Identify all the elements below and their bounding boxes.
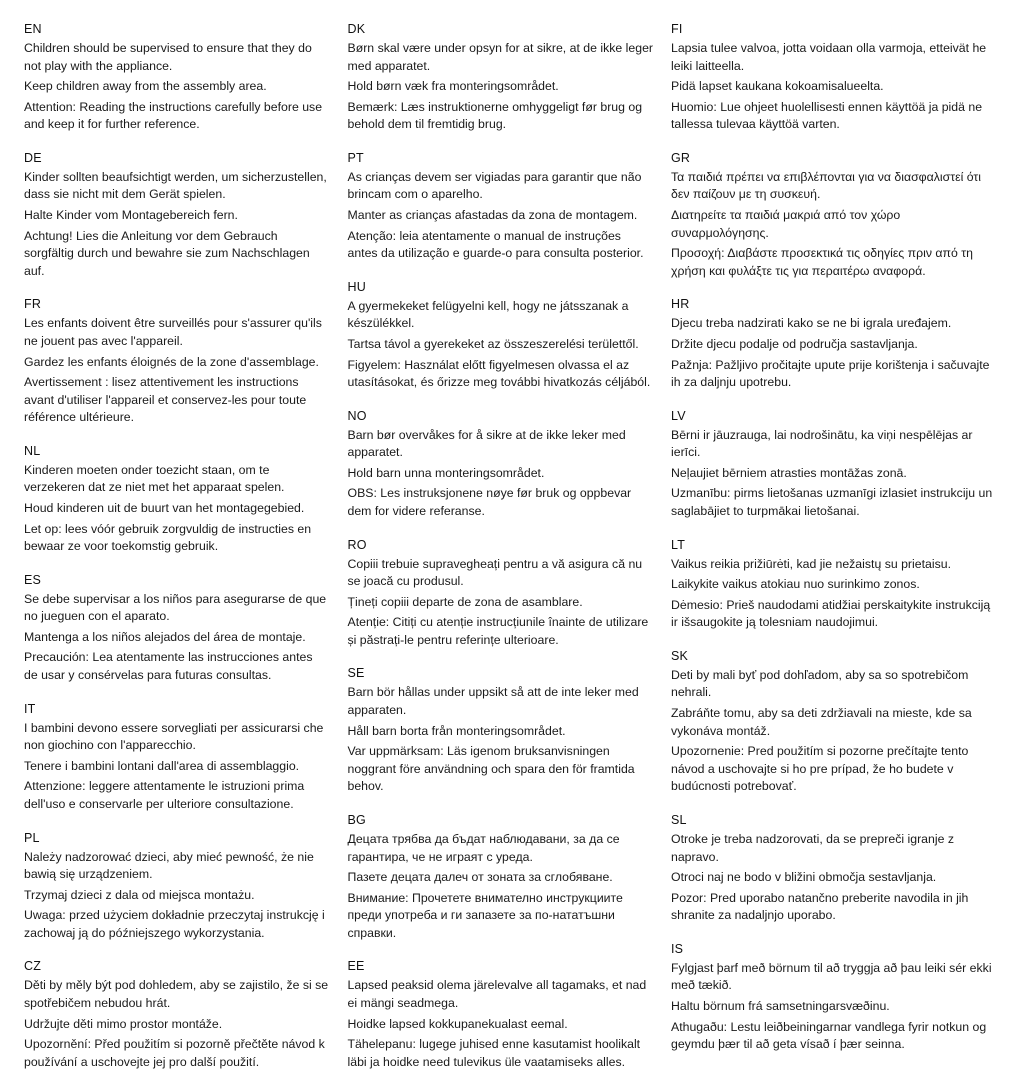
warning-line: Laikykite vaikus atokiau nuo surinkimo zonos. bbox=[671, 577, 920, 592]
warning-line: Copiii trebuie supravegheați pentru a vă asigura că nu se joacă cu produsul. bbox=[347, 556, 643, 589]
warning-line: Attenzione: leggere attentamente le istruzioni prima dell'uso e conservarle per ulteriore consultazione. bbox=[24, 779, 305, 811]
warning-text bbox=[671, 427, 1000, 521]
warning-line: Halte Kinder vom Montagebereich fern. bbox=[24, 208, 238, 223]
warning-line: Hold børn væk fra monteringsområdet. bbox=[347, 79, 559, 94]
language-code: ES bbox=[24, 572, 42, 587]
language-code: SE bbox=[347, 666, 365, 681]
language-block bbox=[24, 297, 330, 426]
language-block bbox=[348, 409, 654, 521]
language-code: NL bbox=[24, 443, 41, 458]
language-block bbox=[671, 297, 1000, 391]
language-block bbox=[671, 151, 1000, 280]
warning-line: Les enfants doivent être surveillés pour s'assurer qu'ils ne jouent pas avec l'appareil. bbox=[24, 316, 322, 348]
warning-line: Upozornění: Před použitím si pozorně přečtěte návod k používání a uschovejte jej pro další použití. bbox=[24, 1037, 325, 1069]
warning-line: Se debe supervisar a los niños para asegurarse de que no jueguen con el aparato. bbox=[24, 591, 327, 624]
language-code: PL bbox=[24, 830, 40, 845]
warning-line: Uwaga: przed użyciem dokładnie przeczytaj instrukcję i zachowaj ją do późniejszego wykorzystania. bbox=[24, 908, 325, 940]
warning-line: Upozornenie: Pred použitím si pozorne prečítajte tento návod a uschovajte si ho pre prípad, že ho budete v budúcnosti potrebovať. bbox=[671, 744, 969, 794]
language-block bbox=[671, 813, 1000, 925]
language-code: DE bbox=[24, 150, 42, 165]
warning-line: Należy nadzorować dzieci, aby mieć pewność, że nie bawią się urządzeniem. bbox=[24, 849, 314, 882]
language-code: EE bbox=[347, 959, 365, 974]
language-block bbox=[24, 573, 330, 685]
warning-line: Children should be supervised to ensure that they do not play with the appliance. bbox=[24, 41, 312, 73]
warning-line: Zabráňte tomu, aby sa deti zdržiavali na mieste, kde sa vykonáva montáž. bbox=[671, 706, 972, 738]
language-column-2 bbox=[348, 22, 672, 1088]
warning-line: Uzmanību: pirms lietošanas uzmanīgi izlasiet instrukciju un saglabājiet to turpmākai lietošanai. bbox=[671, 486, 993, 518]
language-code: GR bbox=[671, 150, 691, 165]
language-code: EN bbox=[24, 22, 42, 36]
language-column-1 bbox=[24, 22, 348, 1088]
language-code: SK bbox=[671, 648, 689, 663]
warning-line: Neļaujiet bērniem atrasties montāžas zonā. bbox=[671, 465, 907, 480]
language-block bbox=[671, 538, 1000, 632]
warning-text bbox=[24, 977, 330, 1071]
warning-line: Deti by mali byť pod dohľadom, aby sa so spotrebičom nehrali. bbox=[671, 667, 969, 700]
language-code: HR bbox=[671, 297, 690, 312]
language-code: CZ bbox=[24, 959, 42, 974]
warning-line: Lapsia tulee valvoa, jotta voidaan olla varmoja, etteivät he leiki laitteella. bbox=[671, 41, 987, 73]
language-code: LV bbox=[671, 408, 686, 423]
warning-line: Houd kinderen uit de buurt van het montagegebied. bbox=[24, 500, 305, 515]
warning-line: Trzymaj dzieci z dala od miejsca montażu. bbox=[24, 887, 255, 902]
warning-line: Kinder sollten beaufsichtigt werden, um sicherzustellen, dass sie nicht mit dem Gerät spielen. bbox=[24, 169, 327, 202]
language-block bbox=[24, 831, 330, 943]
warning-line: Tartsa távol a gyerekeket az összeszerelési területtől. bbox=[347, 336, 639, 351]
warning-text bbox=[24, 315, 330, 426]
warning-line: Håll barn borta från monteringsområdet. bbox=[347, 723, 566, 738]
language-block bbox=[348, 538, 654, 650]
warning-line: Bemærk: Læs instruktionerne omhyggeligt før brug og behold dem til fremtidig brug. bbox=[347, 99, 643, 132]
language-code: FI bbox=[671, 22, 683, 36]
language-block bbox=[24, 959, 330, 1071]
warning-line: Haltu börnum frá samsetningarsvæðinu. bbox=[671, 998, 890, 1013]
warning-text bbox=[671, 667, 1000, 796]
warning-line: Achtung! Lies die Anleitung vor dem Gebrauch sorgfältig durch und bewahre sie zum Nachschlagen auf. bbox=[24, 228, 310, 278]
warning-line: Pozor: Pred uporabo natančno preberite navodila in jih shranite za nadaljnjo uporabo. bbox=[671, 890, 969, 923]
warning-line: Atenção: leia atentamente o manual de instruções antes da utilização e guarde-o para consulta posterior. bbox=[347, 228, 644, 261]
warning-text bbox=[24, 462, 330, 556]
language-block bbox=[348, 666, 654, 795]
warning-line: Figyelem: Használat előtt figyelmesen olvassa el az utasításokat, és őrizze meg további hivatkozás céljából. bbox=[347, 357, 651, 390]
warning-text bbox=[348, 298, 654, 392]
language-block bbox=[24, 444, 330, 556]
warning-line: Atenție: Citiți cu atenție instrucțiunile înainte de utilizare și păstrați-le pentru referințe ulterioare. bbox=[347, 615, 649, 647]
warning-line: Děti by měly být pod dohledem, aby se zajistilo, že si se spotřebičem nebudou hrát. bbox=[24, 978, 329, 1010]
warning-text bbox=[671, 40, 1000, 134]
warning-text bbox=[348, 40, 654, 134]
warning-line: Pidä lapset kaukana kokoamisalueelta. bbox=[671, 79, 884, 94]
warning-text bbox=[671, 831, 1000, 925]
language-code: BG bbox=[347, 812, 366, 827]
warning-line: Var uppmärksam: Läs igenom bruksanvisningen noggrant före användning och spara den för framtida behov. bbox=[347, 744, 635, 794]
warning-line: Децата трябва да бъдат наблюдавани, за да се гарантира, че не играят с уреда. bbox=[347, 831, 620, 864]
warning-line: Keep children away from the assembly area. bbox=[24, 79, 267, 94]
warning-line: Barn bør overvåkes for å sikre at de ikke leker med apparatet. bbox=[347, 427, 626, 460]
warning-text bbox=[348, 831, 654, 942]
language-code: FR bbox=[24, 297, 42, 312]
warning-line: Manter as crianças afastadas da zona de montagem. bbox=[347, 208, 638, 223]
language-block bbox=[348, 813, 654, 942]
language-block bbox=[348, 280, 654, 392]
language-block bbox=[671, 409, 1000, 521]
warning-line: Kinderen moeten onder toezicht staan, om te verzekeren dat ze niet met het apparaat spelen. bbox=[24, 462, 285, 495]
warning-line: Bērni ir jāuzrauga, lai nodrošinātu, ka viņi nespēlējas ar ierīci. bbox=[671, 427, 973, 460]
warning-line: Τα παιδιά πρέπει να επιβλέπονται για να διασφαλιστεί ότι δεν παίζουν με τη συσκευή. bbox=[671, 169, 981, 202]
warning-text bbox=[348, 684, 654, 795]
warning-line: Udržujte děti mimo prostor montáže. bbox=[24, 1016, 223, 1031]
warning-line: Držite djecu podalje od područja sastavljanja. bbox=[671, 336, 918, 351]
warning-line: Hoidke lapsed kokkupanekualast eemal. bbox=[347, 1016, 568, 1031]
warning-line: Διατηρείτε τα παιδιά μακριά από τον χώρο συναρμολόγησης. bbox=[671, 208, 901, 240]
warning-line: Barn bör hållas under uppsikt så att de inte leker med apparaten. bbox=[347, 685, 639, 718]
warning-line: Dėmesio: Prieš naudodami atidžiai perskaitykite instrukciją ir išsaugokite ją tolesniam naudojimui. bbox=[671, 597, 991, 630]
warning-line: Otroke je treba nadzorovati, da se prepreči igranje z napravo. bbox=[671, 831, 954, 864]
warning-text bbox=[24, 169, 330, 280]
warning-line: Vaikus reikia prižiūrėti, kad jie nežaistų su prietaisu. bbox=[671, 556, 951, 571]
warning-line: Mantenga a los niños alejados del área de montaje. bbox=[24, 629, 306, 644]
language-block bbox=[348, 151, 654, 263]
warning-line: Otroci naj ne bodo v bližini območja sestavljanja. bbox=[671, 870, 937, 885]
language-code: IS bbox=[671, 941, 684, 956]
warning-text bbox=[24, 720, 330, 814]
language-column-3 bbox=[671, 22, 1000, 1071]
warning-line: Tähelepanu: lugege juhised enne kasutamist hoolikalt läbi ja hoidke need tulevikus üle vaatamiseks alles. bbox=[347, 1037, 641, 1069]
warning-line: Avertissement : lisez attentivement les instructions avant d'utiliser l'appareil et conservez-les pour toute référence ultérieure. bbox=[24, 375, 307, 425]
warning-text bbox=[671, 315, 1000, 391]
warning-line: Djecu treba nadzirati kako se ne bi igrala uređajem. bbox=[671, 316, 952, 331]
warning-line: Προσοχή: Διαβάστε προσεκτικά τις οδηγίες πριν από τη χρήση και φυλάξτε τις για περαιτέρω αναφορά. bbox=[671, 246, 973, 278]
warning-line: Børn skal være under opsyn for at sikre, at de ikke leger med apparatet. bbox=[347, 41, 654, 73]
warning-line: Hold barn unna monteringsområdet. bbox=[347, 465, 545, 480]
warning-text bbox=[348, 169, 654, 263]
language-block bbox=[671, 22, 1000, 134]
warning-text bbox=[671, 169, 1000, 280]
warning-line: Attention: Reading the instructions carefully before use and keep it for further reference. bbox=[24, 99, 323, 132]
language-block bbox=[348, 22, 654, 134]
warning-text bbox=[24, 849, 330, 943]
language-code: HU bbox=[347, 279, 366, 294]
warning-text bbox=[348, 977, 654, 1071]
warning-text bbox=[348, 556, 654, 650]
language-code: NO bbox=[347, 408, 367, 423]
language-block bbox=[24, 22, 330, 134]
language-code: LT bbox=[671, 537, 686, 552]
warning-line: Athugaðu: Lestu leiðbeiningarnar vandlega fyrir notkun og geymdu þær til að geta vísað í þær seinna. bbox=[671, 1019, 987, 1052]
language-code: PT bbox=[347, 150, 364, 165]
warning-line: Gardez les enfants éloignés de la zone d'assemblage. bbox=[24, 354, 319, 369]
warning-line: Huomio: Lue ohjeet huolellisesti ennen käyttöä ja pidä ne tallessa tulevaa käyttöä varten. bbox=[671, 99, 983, 132]
warning-text bbox=[24, 591, 330, 685]
language-block bbox=[24, 702, 330, 814]
language-code: DK bbox=[347, 22, 366, 36]
warning-text bbox=[24, 40, 330, 134]
language-block bbox=[348, 959, 654, 1071]
language-code: RO bbox=[347, 537, 367, 552]
warning-line: A gyermekeket felügyelni kell, hogy ne játsszanak a készülékkel. bbox=[347, 298, 629, 331]
warning-text bbox=[671, 960, 1000, 1054]
warning-text bbox=[671, 556, 1000, 632]
warning-text bbox=[348, 427, 654, 521]
warning-line: As crianças devem ser vigiadas para garantir que não brincam com o aparelho. bbox=[347, 169, 642, 202]
language-block bbox=[671, 649, 1000, 796]
warning-line: Țineți copiii departe de zona de asamblare. bbox=[347, 594, 583, 609]
language-block bbox=[24, 151, 330, 280]
warning-line: Let op: lees vóór gebruik zorgvuldig de instructies en bewaar ze voor toekomstig gebruik. bbox=[24, 521, 312, 554]
warning-line: Lapsed peaksid olema järelevalve all tagamaks, et nad ei mängi seadmega. bbox=[347, 978, 647, 1010]
warning-line: Fylgjast þarf með börnum til að tryggja að þau leiki sér ekki með tækið. bbox=[671, 960, 992, 993]
warning-line: Pažnja: Pažljivo pročitajte upute prije korištenja i sačuvajte ih za daljnju upotrebu. bbox=[671, 357, 990, 390]
language-block bbox=[671, 942, 1000, 1054]
language-code: IT bbox=[24, 701, 36, 716]
warning-line: OBS: Les instruksjonene nøye før bruk og oppbevar dem for videre referanse. bbox=[347, 486, 632, 518]
warning-line: Внимание: Прочетете внимателно инструкциите преди употреба и ги запазете за по-нататъшни справки. bbox=[347, 890, 623, 940]
language-code: SL bbox=[671, 812, 687, 827]
warning-line: Пазете децата далеч от зоната за сглобяване. bbox=[347, 870, 613, 885]
warning-line: I bambini devono essere sorvegliati per assicurarsi che non giochino con l'apparecchio. bbox=[24, 720, 324, 753]
warning-line: Tenere i bambini lontani dall'area di assemblaggio. bbox=[24, 758, 300, 773]
warning-line: Precaución: Lea atentamente las instrucciones antes de usar y consérvelas para futuras consultas. bbox=[24, 650, 313, 683]
